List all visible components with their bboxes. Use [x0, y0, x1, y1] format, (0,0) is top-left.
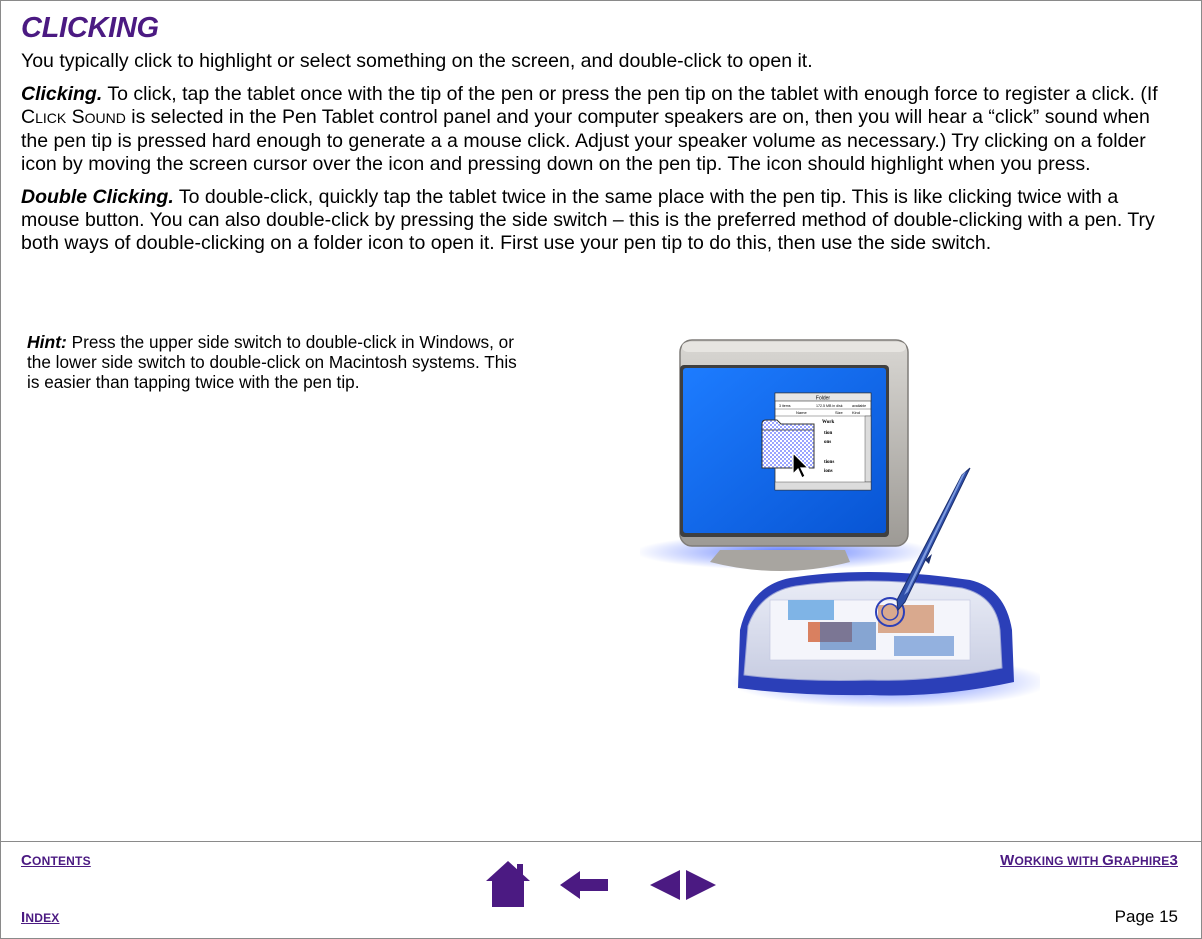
window-title: Folder: [815, 395, 831, 402]
chapter-num: 3: [1169, 852, 1178, 869]
page-number: Page 15: [1114, 907, 1178, 926]
setting-s: S: [71, 106, 85, 128]
footer-divider: [1, 841, 1201, 842]
row-2: tion: [824, 431, 833, 436]
intro-paragraph: You typically click to highlight or select something on the screen, and double-click to open it.: [21, 50, 813, 72]
clicking-lead: Clicking.: [21, 83, 103, 105]
index-link[interactable]: [21, 909, 60, 926]
double-clicking-paragraph: [21, 186, 1181, 255]
chapter-g: G: [1102, 852, 1115, 869]
chapter-w: W: [1000, 852, 1015, 869]
contents-cap: C: [21, 852, 33, 869]
window-info-right: available: [852, 404, 867, 408]
row-3: ons: [824, 440, 832, 445]
index-rest: NDEX: [25, 911, 60, 925]
window-info-left: 3 items: [779, 404, 791, 408]
contents-rest: ONTENTS: [32, 854, 91, 868]
column-kind: Kind: [852, 410, 861, 415]
column-size: Size: [835, 410, 843, 415]
row-4: tions: [824, 460, 835, 465]
clicking-text-before: To click, tap the tablet once with the tip of the pen or press the pen tip on the tablet with enough force to register a click. (If: [102, 83, 1158, 105]
window-scrollbar: [865, 416, 871, 482]
chapter-link[interactable]: [1000, 852, 1178, 869]
setting-c: C: [21, 106, 36, 128]
previous-page-icon[interactable]: [648, 869, 682, 901]
row-5: ions: [824, 469, 833, 474]
back-arrow-icon[interactable]: [558, 869, 610, 901]
clicking-paragraph: [21, 83, 1181, 176]
navigation-buttons: [484, 859, 724, 931]
double-clicking-lead: Double Clicking.: [21, 186, 174, 208]
row-1: Work: [822, 420, 835, 425]
clicking-text-after: is selected in the Pen Tablet control panel and your computer speakers are on, then you will hear a “click” sound when the pen tip is pressed hard enough to generate a a mouse click. Adjust your speaker volume as necessary.) Try clicking on a folder icon by moving the screen cursor over the icon and pressing down on the pen tip. The icon should highlight when you press.: [21, 106, 1150, 175]
chapter-g-rest: RAPHIRE: [1114, 854, 1170, 868]
hint-text: Press the upper side switch to double-click in Windows, or the lower side switch to double-click on Macintosh systems. This is easier than tapping twice with the pen tip.: [27, 332, 517, 392]
contents-link[interactable]: [21, 852, 91, 869]
index-cap: I: [21, 909, 26, 926]
column-name: Name: [796, 410, 807, 415]
double-clicking-text: To double-click, quickly tap the tablet twice in the same place with the pen tip. This is like clicking twice with a mouse button. You can also double-click by pressing the side switch – this is the preferred method of double-clicking with a pen. Try both ways of double-clicking on a folder icon to open it. First use your pen tip to do this, then use the side switch.: [21, 186, 1155, 254]
setting-ound: OUND: [84, 110, 126, 126]
page-content: [21, 10, 1181, 255]
hint-note: [27, 332, 517, 392]
home-icon[interactable]: [484, 859, 532, 909]
monitor-tablet-illustration: [640, 330, 1040, 720]
hint-lead: Hint:: [27, 332, 67, 352]
chapter-w-rest: ORKING WITH: [1014, 854, 1103, 868]
graphics-tablet: [730, 572, 1040, 708]
folder-icon: [762, 420, 814, 468]
page-title: CLICKING: [21, 12, 159, 44]
setting-lick: LICK: [35, 110, 67, 126]
next-page-icon[interactable]: [684, 869, 718, 901]
window-info-mid: 172.5 MB in disk: [816, 404, 843, 408]
